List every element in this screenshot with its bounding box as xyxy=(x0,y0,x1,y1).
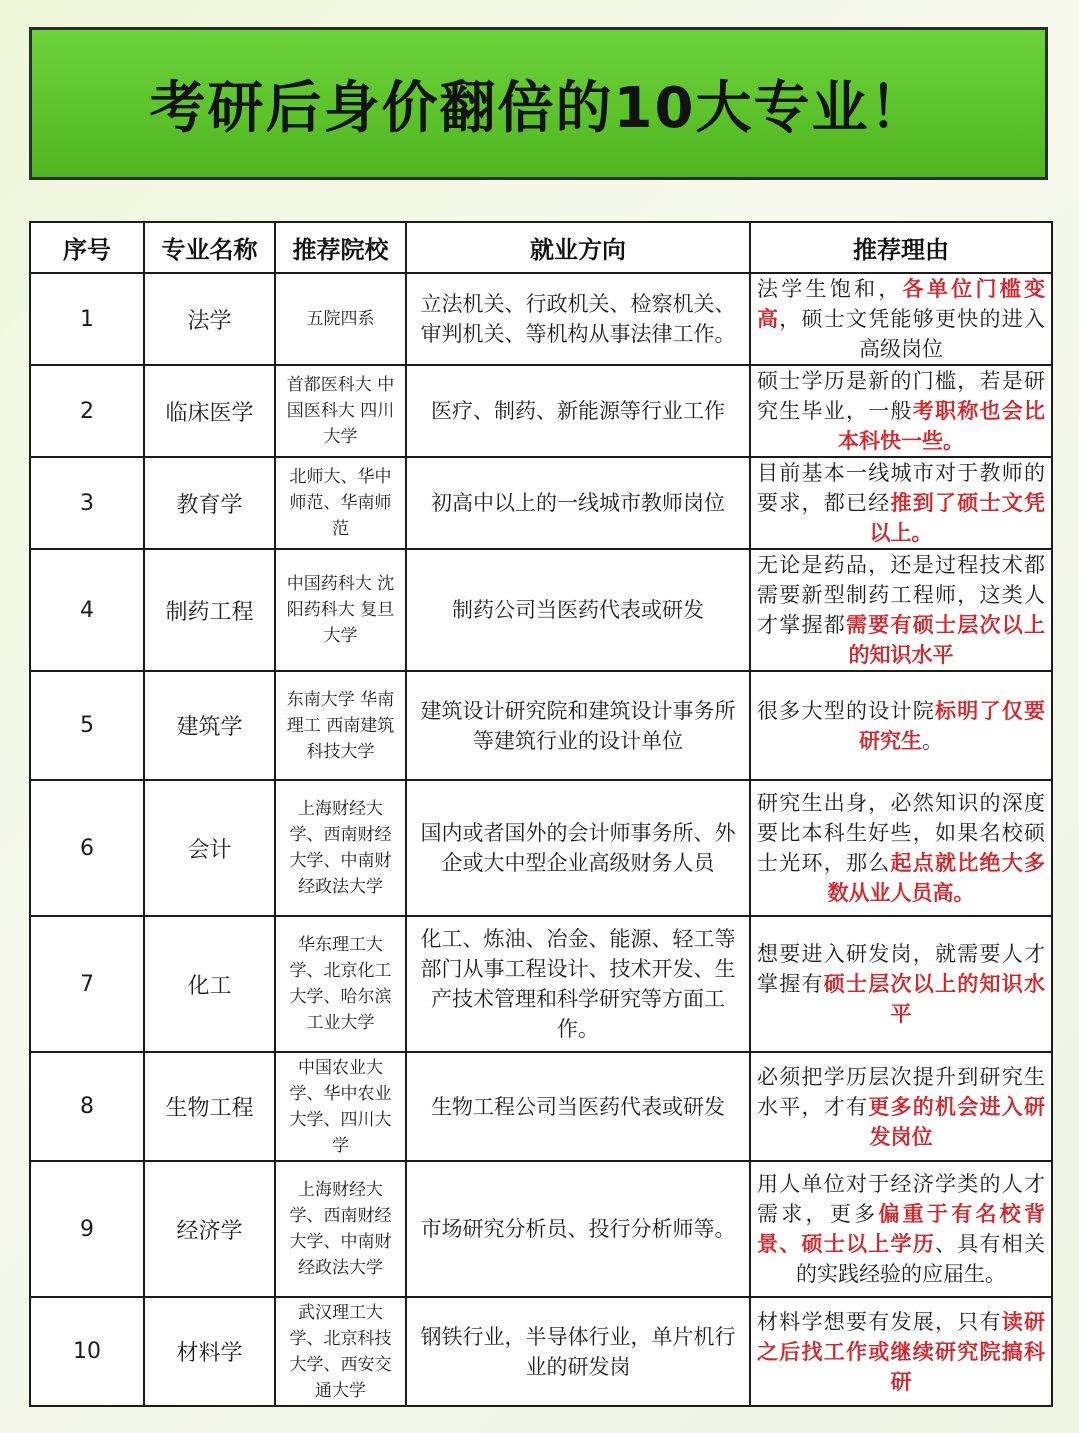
table-row xyxy=(30,1052,1052,1161)
reason-text: 很多大型的设计院 xyxy=(757,698,935,723)
recommend-reason xyxy=(750,916,1052,1052)
reason-highlight: 硕士层次以上的知识水平 xyxy=(823,972,1045,1026)
reason-highlight: 需要有硕士层次以上的知识水平 xyxy=(846,613,1045,667)
recommended-schools: 上海财经大学、西南财经大学、中南财经政法大学 xyxy=(275,780,406,916)
recommended-schools: 中国药科大 沈阳药科大 复旦大学 xyxy=(275,549,406,671)
reason-text: 材料学想要有发展，只有 xyxy=(757,1309,1002,1334)
table-header-row xyxy=(30,222,1052,273)
row-number: 4 xyxy=(30,549,144,671)
reason-text: 目前基本一线城市对于教师的要求，都已经 xyxy=(757,461,1045,515)
table-row xyxy=(30,273,1052,365)
majors-table xyxy=(29,221,1053,1407)
table-row xyxy=(30,780,1052,916)
job-direction: 医疗、制药、新能源等行业工作 xyxy=(406,365,750,457)
major-name: 制药工程 xyxy=(144,549,275,671)
reason-text: 、具有相关的实践经验的应届生。 xyxy=(796,1232,1045,1286)
row-number: 3 xyxy=(30,457,144,549)
job-direction: 立法机关、行政机关、检察机关、审判机关、等机构从事法律工作。 xyxy=(406,273,750,365)
job-direction: 初高中以上的一线城市教师岗位 xyxy=(406,457,750,549)
recommended-schools: 中国农业大学、华中农业大学、四川大学 xyxy=(275,1052,406,1161)
reason-highlight: 更多的机会进入研发岗位 xyxy=(868,1094,1045,1149)
major-name: 临床医学 xyxy=(144,365,275,457)
reason-text: ，硕士文凭能够更快的进入高级岗位 xyxy=(779,307,1045,361)
table-row xyxy=(30,365,1052,457)
table-body xyxy=(30,273,1052,1406)
reason-text: 法学生饱和， xyxy=(757,277,903,301)
recommended-schools: 上海财经大学、西南财经大学、中南财经政法大学 xyxy=(275,1161,406,1297)
recommend-reason xyxy=(750,549,1052,671)
major-name: 会计 xyxy=(144,780,275,916)
title-banner xyxy=(29,27,1048,180)
recommended-schools: 北师大、华中师范、华南师范 xyxy=(275,457,406,549)
header-jobs: 就业方向 xyxy=(406,222,750,273)
job-direction: 国内或者国外的会计师事务所、外企或大中型企业高级财务人员 xyxy=(406,780,750,916)
reason-text: 。 xyxy=(922,728,943,753)
reason-highlight: 偏重于有名校背景、硕士以上学历 xyxy=(757,1202,1046,1256)
recommend-reason xyxy=(750,1052,1052,1161)
recommended-schools: 武汉理工大学、北京科技大学、西安交通大学 xyxy=(275,1297,406,1406)
reason-text: 必须把学历层次提升到研究生水平，才有 xyxy=(757,1064,1045,1119)
majors-table-container xyxy=(29,221,1051,1407)
header-number: 序号 xyxy=(30,222,144,273)
table-row xyxy=(30,457,1052,549)
reason-text: 硕士学历是新的门槛，若是研究生毕业，一般 xyxy=(757,369,1045,423)
header-reason: 推荐理由 xyxy=(750,222,1052,273)
recommend-reason xyxy=(750,780,1052,916)
job-direction: 建筑设计研究院和建筑设计事务所等建筑行业的设计单位 xyxy=(406,671,750,780)
row-number: 6 xyxy=(30,780,144,916)
row-number: 7 xyxy=(30,916,144,1052)
major-name: 建筑学 xyxy=(144,671,275,780)
job-direction: 化工、炼油、冶金、能源、轻工等部门从事工程设计、技术开发、生产技术管理和科学研究等方面工作。 xyxy=(406,916,750,1052)
table-row xyxy=(30,1161,1052,1297)
page-title: 考研后身价翻倍的10大专业！ xyxy=(149,75,928,141)
recommend-reason xyxy=(750,671,1052,780)
reason-highlight: 考职称也会比本科快一些。 xyxy=(838,399,1045,453)
major-name: 生物工程 xyxy=(144,1052,275,1161)
reason-text: 想要进入研发岗，就需要人才掌握有 xyxy=(757,942,1045,996)
major-name: 经济学 xyxy=(144,1161,275,1297)
major-name: 法学 xyxy=(144,273,275,365)
reason-text: 研究生出身，必然知识的深度要比本科生好些，如果名校硕士光环，那么 xyxy=(757,791,1045,875)
job-direction: 制药公司当医药代表或研发 xyxy=(406,549,750,671)
row-number: 10 xyxy=(30,1297,144,1406)
row-number: 1 xyxy=(30,273,144,365)
major-name: 化工 xyxy=(144,916,275,1052)
table-row xyxy=(30,671,1052,780)
recommended-schools: 东南大学 华南理工 西南建筑科技大学 xyxy=(275,671,406,780)
job-direction: 生物工程公司当医药代表或研发 xyxy=(406,1052,750,1161)
recommend-reason xyxy=(750,1297,1052,1406)
reason-highlight: 标明了仅要研究生 xyxy=(859,698,1045,753)
recommended-schools: 五院四系 xyxy=(275,273,406,365)
reason-highlight: 推到了硕士文凭以上。 xyxy=(869,491,1045,545)
header-major: 专业名称 xyxy=(144,222,275,273)
major-name: 材料学 xyxy=(144,1297,275,1406)
table-row xyxy=(30,549,1052,671)
job-direction: 钢铁行业，半导体行业，单片机行业的研发岗 xyxy=(406,1297,750,1406)
recommended-schools: 华东理工大学、北京化工大学、哈尔滨工业大学 xyxy=(275,916,406,1052)
header-schools: 推荐院校 xyxy=(275,222,406,273)
job-direction: 市场研究分析员、投行分析师等。 xyxy=(406,1161,750,1297)
table-row xyxy=(30,1297,1052,1406)
row-number: 2 xyxy=(30,365,144,457)
table-row xyxy=(30,916,1052,1052)
reason-text: 无论是药品，还是过程技术都需要新型制药工程师，这类人才掌握都 xyxy=(757,553,1045,637)
reason-text: 用人单位对于经济学类的人才需求，更多 xyxy=(757,1172,1045,1226)
row-number: 8 xyxy=(30,1052,144,1161)
row-number: 9 xyxy=(30,1161,144,1297)
recommended-schools: 首都医科大 中国医科大 四川大学 xyxy=(275,365,406,457)
reason-highlight: 起点就比绝大多数从业人员高。 xyxy=(827,851,1045,905)
row-number: 5 xyxy=(30,671,144,780)
recommend-reason xyxy=(750,365,1052,457)
recommend-reason xyxy=(750,273,1052,365)
major-name: 教育学 xyxy=(144,457,275,549)
recommend-reason xyxy=(750,457,1052,549)
reason-highlight: 各单位门槛变高 xyxy=(757,277,1046,331)
recommend-reason xyxy=(750,1161,1052,1297)
reason-highlight: 读研之后找工作或继续研究院搞科研 xyxy=(757,1309,1045,1394)
